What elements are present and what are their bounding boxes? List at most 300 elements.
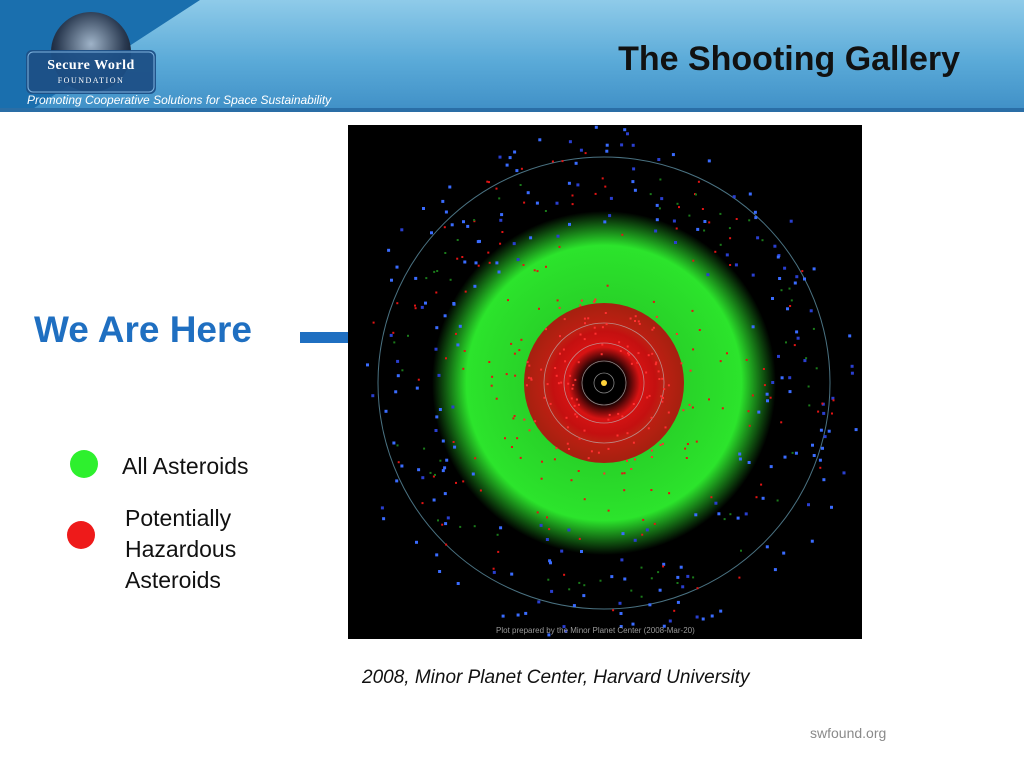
plot-texture-dot [502, 615, 505, 618]
plot-texture-dot [619, 602, 622, 605]
plot-texture-dot [462, 220, 465, 223]
plot-texture-dot [520, 184, 522, 186]
plot-texture-dot [786, 307, 789, 310]
plot-texture-dot [746, 359, 748, 361]
plot-texture-dot [489, 262, 491, 264]
plot-texture-dot [660, 444, 662, 446]
plot-texture-dot [397, 374, 400, 377]
plot-texture-dot [752, 325, 755, 328]
plot-texture-dot [495, 261, 498, 264]
plot-texture-dot [694, 513, 697, 516]
plot-texture-dot [567, 383, 569, 385]
plot-texture-dot [833, 399, 835, 401]
plot-texture-dot [641, 534, 643, 536]
plot-texture-dot [632, 167, 635, 170]
plot-texture-dot [813, 454, 816, 457]
plot-texture-dot [583, 584, 585, 586]
plot-texture-dot [497, 534, 499, 536]
plot-texture-dot [396, 360, 399, 363]
plot-texture-dot [541, 478, 543, 480]
plot-texture-dot [453, 446, 456, 449]
plot-texture-dot [788, 376, 791, 379]
plot-texture-dot [621, 415, 623, 417]
plot-texture-dot [710, 496, 712, 498]
plot-texture-dot [462, 368, 464, 370]
plot-texture-dot [646, 528, 649, 531]
plot-texture-dot [648, 354, 650, 356]
plot-texture-dot [567, 426, 569, 428]
plot-texture-dot [651, 577, 653, 579]
plot-texture-dot [821, 447, 824, 450]
plot-texture-dot [738, 453, 741, 456]
logo-title: Secure World [47, 58, 135, 73]
plot-texture-dot [682, 409, 684, 411]
plot-texture-dot [559, 307, 561, 309]
plot-texture-dot [821, 403, 823, 405]
plot-texture-dot [587, 317, 589, 319]
plot-texture-dot [657, 571, 659, 573]
plot-texture-dot [626, 460, 628, 462]
plot-texture-dot [638, 320, 640, 322]
plot-texture-dot [534, 420, 536, 422]
plot-texture-dot [781, 289, 783, 291]
plot-texture-dot [517, 614, 520, 617]
plot-texture-dot [855, 428, 858, 431]
plot-texture-dot [568, 182, 571, 185]
plot-texture-dot [659, 589, 662, 592]
plot-texture-dot [794, 344, 796, 346]
plot-texture-dot [499, 243, 501, 245]
plot-texture-dot [512, 417, 514, 419]
plot-texture-dot [496, 188, 498, 190]
plot-texture-dot [435, 348, 438, 351]
plot-texture-dot [603, 473, 605, 475]
plot-texture-dot [498, 271, 501, 274]
plot-texture-dot [634, 539, 637, 542]
plot-texture-dot [766, 393, 769, 396]
plot-texture-dot [778, 277, 781, 280]
plot-texture-dot [443, 466, 446, 469]
plot-texture-dot [456, 258, 458, 260]
plot-texture-dot [748, 461, 751, 464]
plot-texture-dot [623, 128, 626, 131]
plot-texture-dot [630, 590, 632, 592]
plot-texture-dot [662, 443, 664, 445]
plot-texture-dot [447, 516, 450, 519]
plot-texture-dot [638, 352, 640, 354]
plot-texture-dot [714, 502, 717, 505]
plot-texture-dot [436, 270, 438, 272]
plot-texture-dot [662, 565, 664, 567]
plot-texture-dot [507, 299, 509, 301]
plot-texture-dot [648, 427, 650, 429]
plot-texture-dot [674, 241, 677, 244]
plot-texture-dot [434, 474, 436, 476]
plot-texture-dot [455, 333, 457, 335]
plot-texture-dot [756, 496, 758, 498]
plot-texture-dot [569, 375, 571, 377]
plot-texture-dot [771, 381, 774, 384]
plot-texture-dot [528, 377, 530, 379]
plot-credit: Plot prepared by the Minor Planet Center (2008-Mar-20) [496, 626, 695, 635]
plot-texture-dot [455, 482, 457, 484]
plot-texture-dot [400, 465, 403, 468]
plot-texture-dot [729, 264, 731, 266]
plot-texture-dot [766, 399, 769, 402]
plot-texture-dot [523, 264, 525, 266]
secure-world-logo[interactable] [26, 12, 156, 94]
plot-texture-dot [581, 300, 583, 302]
plot-texture-dot [621, 472, 623, 474]
plot-texture-dot [478, 240, 481, 243]
plot-texture-dot [415, 307, 417, 309]
plot-texture-dot [608, 510, 610, 512]
plot-texture-dot [520, 339, 522, 341]
plot-texture-dot [547, 579, 549, 581]
plot-texture-dot [515, 169, 518, 172]
plot-texture-dot [623, 489, 625, 491]
plot-texture-dot [550, 590, 553, 593]
plot-texture-dot [425, 277, 427, 279]
plot-texture-dot [698, 181, 700, 183]
plot-texture-dot [739, 458, 742, 461]
plot-texture-dot [659, 179, 661, 181]
plot-texture-dot [654, 523, 656, 525]
plot-texture-dot [810, 309, 813, 312]
plot-texture-dot [576, 183, 579, 186]
header-banner [0, 0, 1024, 112]
plot-texture-dot [828, 430, 831, 433]
plot-texture-dot [457, 239, 459, 241]
plot-texture-dot [510, 343, 512, 345]
plot-texture-dot [722, 407, 724, 409]
plot-texture-dot [387, 249, 390, 252]
plot-texture-dot [692, 348, 694, 350]
plot-texture-dot [474, 457, 476, 459]
plot-texture-dot [639, 323, 641, 325]
plot-texture-dot [580, 550, 583, 553]
plot-texture-dot [574, 405, 576, 407]
plot-texture-dot [506, 164, 509, 167]
plot-texture-dot [582, 594, 585, 597]
plot-texture-dot [677, 601, 680, 604]
plot-texture-dot [459, 526, 461, 528]
plot-texture-dot [736, 218, 738, 220]
plot-texture-dot [578, 470, 580, 472]
plot-texture-dot [612, 609, 614, 611]
plot-texture-dot [527, 361, 529, 363]
plot-texture-dot [633, 403, 635, 405]
plot-texture-dot [574, 379, 576, 381]
legend-dot-hazardous-asteroids [67, 521, 95, 549]
plot-texture-dot [569, 140, 572, 143]
plot-texture-dot [560, 382, 562, 384]
plot-texture-dot [559, 353, 561, 355]
plot-texture-dot [579, 438, 581, 440]
plot-texture-dot [523, 202, 525, 204]
plot-texture-dot [421, 306, 424, 309]
plot-texture-dot [510, 573, 513, 576]
plot-texture-dot [626, 132, 629, 135]
plot-texture-dot [524, 612, 527, 615]
plot-texture-dot [445, 211, 448, 214]
plot-texture-dot [475, 261, 478, 264]
plot-texture-dot [416, 387, 419, 390]
plot-texture-dot [511, 446, 513, 448]
plot-texture-dot [439, 460, 441, 462]
plot-texture-dot [678, 206, 680, 208]
plot-texture-dot [770, 397, 772, 399]
image-caption: 2008, Minor Planet Center, Harvard University [362, 667, 750, 688]
plot-texture-dot [521, 168, 523, 170]
plot-texture-dot [663, 388, 665, 390]
plot-texture-dot [822, 478, 825, 481]
logo-subtitle: FOUNDATION [57, 76, 125, 85]
plot-texture-dot [711, 615, 714, 618]
plot-texture-dot [645, 372, 647, 374]
plot-texture-dot [501, 231, 503, 233]
plot-texture-dot [805, 357, 807, 359]
plot-texture-dot [540, 524, 543, 527]
plot-texture-dot [500, 213, 503, 216]
plot-texture-dot [789, 288, 791, 290]
plot-texture-dot [571, 397, 573, 399]
plot-texture-dot [517, 258, 520, 261]
plot-texture-dot [653, 327, 655, 329]
plot-texture-dot [729, 513, 731, 515]
plot-texture-dot [777, 256, 780, 259]
plot-texture-dot [444, 522, 447, 525]
plot-texture-dot [451, 223, 454, 226]
plot-texture-dot [398, 461, 400, 463]
plot-texture-dot [813, 328, 815, 330]
plot-texture-dot [584, 338, 586, 340]
plot-texture-dot [584, 322, 586, 324]
plot-texture-dot [407, 335, 409, 337]
plot-texture-dot [595, 333, 597, 335]
plot-texture-dot [605, 150, 608, 153]
plot-texture-dot [584, 318, 586, 320]
plot-texture-dot [720, 360, 722, 362]
plot-texture-dot [486, 181, 488, 183]
plot-texture-dot [692, 310, 694, 312]
plot-texture-dot [546, 538, 549, 541]
plot-texture-dot [499, 219, 502, 222]
plot-texture-dot [733, 195, 736, 198]
plot-texture-dot [777, 500, 779, 502]
plot-texture-dot [435, 292, 437, 294]
plot-texture-dot [556, 375, 558, 377]
plot-texture-dot [757, 411, 760, 414]
plot-texture-dot [609, 414, 611, 416]
plot-texture-dot [696, 228, 699, 231]
plot-texture-dot [373, 322, 375, 324]
plot-texture-dot [445, 459, 448, 462]
plot-texture-dot [371, 394, 374, 397]
plot-texture-dot [692, 576, 694, 578]
legend-label-all-asteroids: All Asteroids [122, 453, 249, 479]
plot-texture-dot [545, 210, 547, 212]
plot-texture-dot [660, 197, 663, 200]
plot-texture-dot [745, 512, 748, 515]
plot-texture-dot [756, 236, 759, 239]
plot-texture-dot [567, 443, 569, 445]
plot-texture-dot [738, 577, 740, 579]
plot-texture-dot [390, 279, 393, 282]
plot-texture-dot [580, 334, 582, 336]
plot-texture-dot [576, 416, 578, 418]
plot-texture-dot [509, 156, 512, 159]
plot-texture-dot [632, 144, 635, 147]
plot-texture-dot [588, 457, 590, 459]
plot-texture-dot [635, 315, 637, 317]
plot-texture-dot [649, 395, 651, 397]
plot-texture-dot [537, 270, 539, 272]
plot-texture-dot [634, 189, 637, 192]
plot-texture-dot [442, 440, 445, 443]
plot-texture-dot [552, 161, 554, 163]
plot-texture-dot [422, 207, 425, 210]
plot-texture-dot [676, 333, 678, 335]
plot-texture-dot [463, 261, 466, 264]
plot-texture-dot [607, 419, 609, 421]
plot-texture-dot [529, 236, 532, 239]
plot-texture-dot [658, 378, 660, 380]
plot-texture-dot [595, 193, 597, 195]
plot-texture-dot [737, 517, 740, 520]
plot-texture-dot [785, 341, 787, 343]
plot-texture-dot [726, 253, 729, 256]
footer-site[interactable]: swfound.org [810, 725, 887, 741]
plot-texture-dot [608, 448, 610, 450]
plot-texture-dot [493, 571, 496, 574]
plot-texture-dot [752, 394, 754, 396]
plot-texture-dot [474, 525, 476, 527]
plot-texture-dot [594, 327, 596, 329]
plot-texture-dot [651, 450, 653, 452]
plot-texture-dot [820, 429, 823, 432]
plot-texture-dot [571, 479, 573, 481]
plot-texture-dot [527, 191, 530, 194]
plot-texture-dot [601, 353, 603, 355]
plot-texture-dot [699, 329, 701, 331]
plot-texture-dot [762, 239, 764, 241]
plot-texture-dot [749, 425, 751, 427]
plot-texture-dot [789, 305, 791, 307]
plot-texture-dot [811, 444, 814, 447]
plot-texture-dot [672, 153, 675, 156]
plot-texture-dot [497, 551, 499, 553]
plot-texture-dot [677, 203, 679, 205]
plot-texture-dot [608, 214, 611, 217]
plot-texture-dot [669, 620, 672, 623]
plot-texture-dot [659, 207, 661, 209]
plot-texture-dot [555, 447, 557, 449]
plot-texture-dot [702, 618, 705, 621]
plot-texture-dot [764, 384, 766, 386]
plot-texture-dot [473, 219, 475, 221]
plot-texture-dot [439, 408, 442, 411]
plot-texture-dot [662, 563, 665, 566]
plot-texture-dot [578, 404, 580, 406]
plot-texture-dot [686, 575, 689, 578]
plot-texture-dot [554, 367, 556, 369]
plot-texture-dot [529, 429, 531, 431]
plot-texture-dot [762, 497, 765, 500]
plot-texture-dot [748, 219, 750, 221]
plot-texture-dot [620, 143, 623, 146]
plot-texture-dot [568, 223, 571, 226]
plot-texture-dot [651, 456, 653, 458]
plot-texture-dot [735, 263, 738, 266]
plot-texture-dot [448, 186, 451, 189]
plot-texture-dot [719, 610, 722, 613]
plot-texture-dot [790, 220, 793, 223]
plot-texture-dot [602, 326, 604, 328]
plot-texture-dot [435, 429, 438, 432]
plot-texture-dot [366, 363, 369, 366]
plot-texture-dot [578, 582, 580, 584]
plot-texture-dot [754, 216, 757, 219]
plot-texture-dot [421, 476, 424, 479]
plot-texture-dot [518, 349, 520, 351]
plot-texture-dot [697, 587, 699, 589]
plot-texture-dot [749, 193, 752, 196]
plot-texture-dot [417, 468, 420, 471]
plot-texture-dot [537, 511, 539, 513]
plot-texture-dot [464, 350, 466, 352]
plot-texture-dot [681, 585, 684, 588]
plot-texture-dot [689, 404, 691, 406]
plot-texture-dot [430, 231, 433, 234]
plot-texture-dot [673, 220, 676, 223]
plot-texture-dot [465, 291, 467, 293]
plot-texture-dot [620, 558, 623, 561]
plot-texture-dot [514, 353, 516, 355]
plot-texture-dot [572, 203, 574, 205]
tagline: Promoting Cooperative Solutions for Space Sustainability [27, 93, 332, 107]
plot-texture-dot [677, 582, 679, 584]
plot-texture-dot [572, 384, 574, 386]
plot-texture-dot [646, 397, 648, 399]
plot-texture-dot [480, 490, 482, 492]
plot-texture-dot [514, 415, 516, 417]
plot-texture-dot [714, 251, 716, 253]
plot-texture-dot [813, 267, 816, 270]
plot-texture-dot [385, 410, 388, 413]
plot-texture-dot [499, 526, 502, 529]
plot-texture-dot [540, 369, 542, 371]
plot-texture-dot [603, 220, 606, 223]
plot-texture-dot [771, 297, 774, 300]
plot-texture-dot [395, 479, 398, 482]
plot-texture-dot [808, 404, 810, 406]
plot-texture-dot [538, 308, 540, 310]
plot-texture-dot [658, 370, 660, 372]
plot-texture-dot [604, 186, 606, 188]
plot-texture-dot [690, 370, 692, 372]
plot-texture-dot [851, 365, 854, 368]
plot-texture-dot [770, 465, 773, 468]
plot-texture-dot [668, 384, 670, 386]
plot-texture-dot [650, 193, 652, 195]
plot-texture-dot [591, 450, 593, 452]
plot-texture-dot [491, 385, 493, 387]
plot-texture-dot [642, 519, 644, 521]
plot-texture-dot [617, 413, 619, 415]
plot-texture-dot [720, 244, 722, 246]
plot-texture-dot [781, 376, 784, 379]
